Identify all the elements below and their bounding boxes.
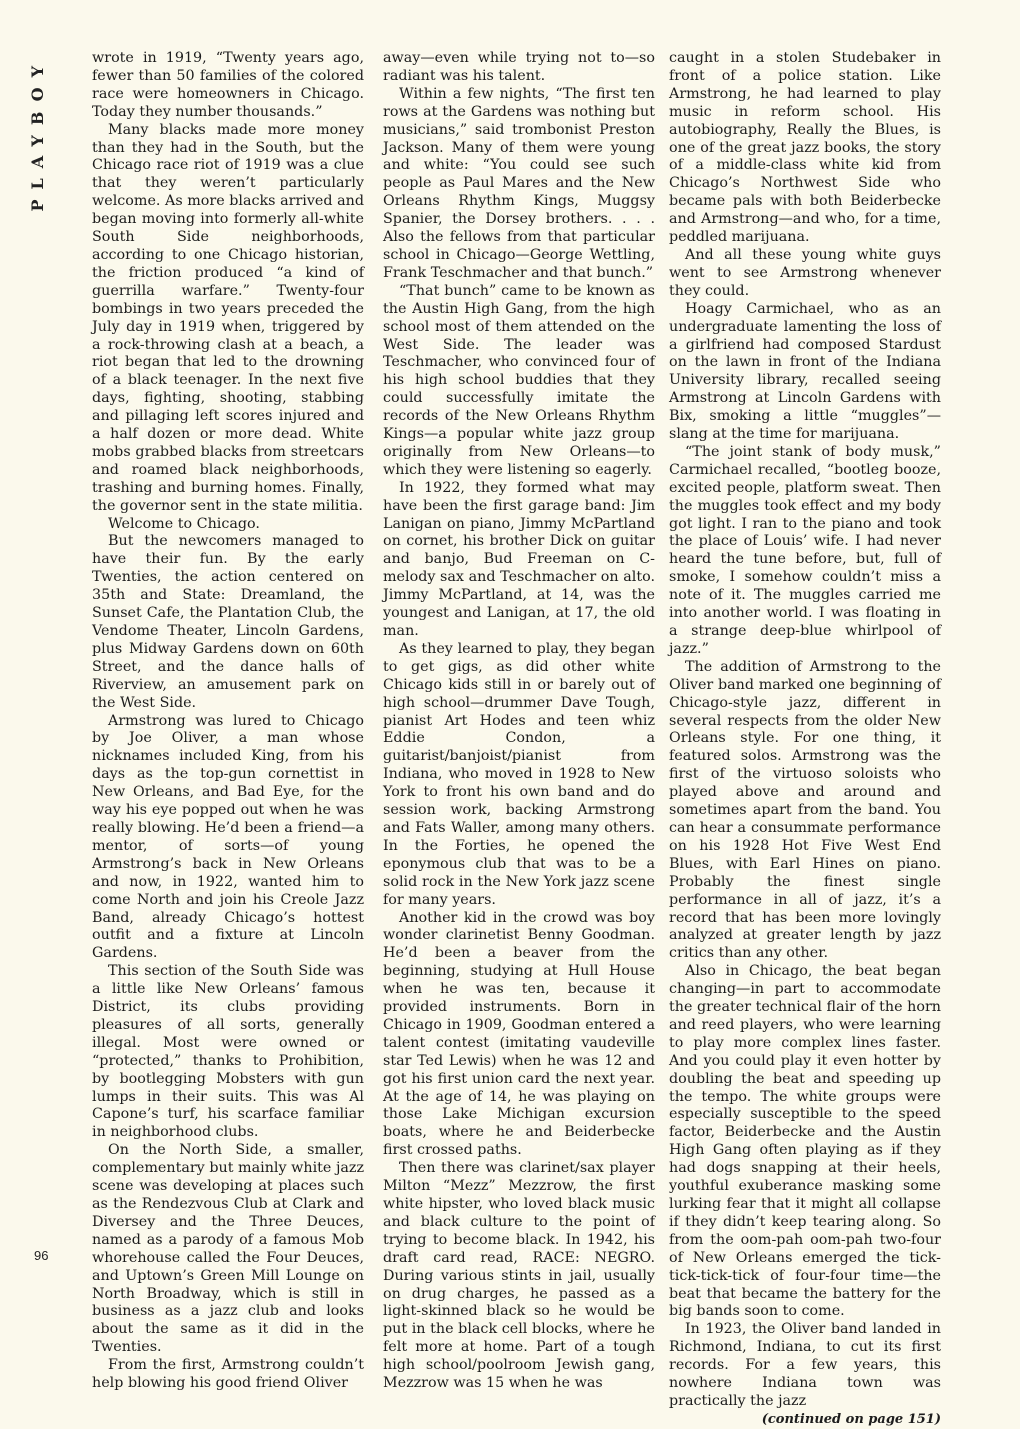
paragraph: away—even while trying not to—so radiant was his talent. [383,50,655,84]
paragraph: On the North Side, a smaller, complementary but mainly white jazz scene was developing at places such as the Rendezvous Club at Clark and Diversey and the Three Deuces, named as a parody of a famous Mob whorehouse called the Four Deuces, and Uptown’s Green Mill Lounge on North Broadway, which is still in business as a jazz club and looks about the same as it did in the Twenties. [92,1142,364,1356]
paragraph: Welcome to Chicago. [108,515,260,532]
paragraph: wrote in 1919, “Twenty years ago, fewer than 50 families of the colored race were homeowners in Chicago. Today they number thousands.” [92,50,364,120]
paragraph: And all these young white guys went to see Armstrong whenever they could. [669,246,941,299]
paragraph: This section of the South Side was a little like New Orleans’ famous District, its clubs providing pleasures of all sorts, generally illegal. Most were owned or “protected,” thanks to Prohibition, by bootlegging Mobsters with gun lumps in their suits. This was Al Capone’s turf, his scarface familiar in neighborhood clubs. [92,963,364,1141]
paragraph: Then there was clarinet/sax player Milton “Mezz” Mezzrow, the first white hipster, who loved black music and black culture to the point of trying to become black. In 1942, his draft card read, RACE: NEGRO. During various stints in jail, usually on drug charges, he passed as a light-skinned black so he would be put in the black cell blocks, where he felt more at home. Part of a tough high school/poolroom Jewish gang, Mezzrow was 15 when he was [383,1160,655,1392]
paragraph: Another kid in the crowd was boy wonder clarinetist Benny Goodman. He’d been a beaver from the beginning, studying at Hull House when he was ten, because it provided instruments. Born in Chicago in 1909, Goodman entered a talent contest (imitating vaudeville star Ted Lewis) when he was 12 and got his first union card the next year. At the age of 14, he was playing on those Lake Michigan excursion boats, where he and Beiderbecke first crossed paths. [383,909,655,1159]
paragraph: “The joint stank of body musk,” Carmichael recalled, “bootleg booze, excited people, platform sweat. Then the muggles took effect and my body got light. I ran to the piano and took the place of Louis’ wife. I had never heard the tune before, but, full of smoke, I somehow couldn’t miss a note of it. The muggles carried me into another world. I was floating in a strange deep-blue whirlpool of jazz.” [669,443,941,657]
paragraph: Many blacks made more money than they had in the South, but the Chicago race riot of 1919 was a clue that they weren’t particularly welcome. As more blacks arrived and began moving into formerly all-white South Side neighborhoods, according to one Chicago historian, the friction produced “a kind of guerrilla warfare.” Twenty-four bombings in two years preceded the July day in 1919 when, triggered by a rock-throwing clash at a beach, a riot began that led to the drowning of a black teenager. In the next five days, fighting, shooting, stabbing and pillaging left scores injured and a half dozen or more dead. White mobs grabbed blacks from streetcars and roamed black neighborhoods, trashing and burning homes. Finally, the governor sent in the state militia. [92,121,364,514]
paragraph: caught in a stolen Studebaker in front of a police station. Like Armstrong, he had learned to play music in reform school. His autobiography, Really the Blues, is one of the great jazz books, the story of a middle-class white kid from Chicago’s Northwest Side who became pals with both Beiderbecke and Armstrong—and who, for a time, peddled marijuana. [669,50,941,246]
paragraph: “That bunch” came to be known as the Austin High Gang, from the high school most of them attended on the West Side. The leader was Teschmacher, who convinced four of his high school buddies that they could successfully imitate the records of the New Orleans Rhythm Kings—a popular white jazz group originally from New Orleans—to which they were listening so eagerly. [383,282,655,478]
paragraph: Within a few nights, “The first ten rows at the Gardens was nothing but musicians,” said trombonist Preston Jackson. Many of them were young and white: “You could see such people as Paul Mares and the New Orleans Rhythm Kings, Muggsy Spanier, the Dorsey brothers. . . . Also the fellows from that particular school in Chicago—George Wettling, Frank Teschmacher and that bunch.” [383,85,655,281]
article-column-3 [669,50,941,1429]
article-column-1 [92,50,364,1393]
paragraph: In 1923, the Oliver band landed in Richmond, Indiana, to cut its first records. For a few years, this nowhere Indiana town was practically the jazz [669,1321,941,1409]
paragraph: From the first, Armstrong couldn’t help blowing his good friend Oliver [92,1357,364,1392]
paragraph: As they learned to play, they began to get gigs, as did other white Chicago kids still in or barely out of high school—drummer Dave Tough, pianist Art Hodes and teen whiz Eddie Condon, a guitarist/banjoist/pianist from Indiana, who moved in 1928 to New York to front his own band and do session work, backing Armstrong and Fats Waller, among many others. In the Forties, he opened the eponymous club that was to be a solid rock in the New York jazz scene for many years. [383,640,655,908]
paragraph: Hoagy Carmichael, who as an undergraduate lamenting the loss of a girlfriend had composed Stardust on the lawn in front of the Indiana University library, recalled seeing Armstrong at Lincoln Gardens with Bix, smoking a little “muggles”—slang at the time for marijuana. [669,300,941,443]
magazine-masthead: PLAYBOY [28,56,47,212]
paragraph: The addition of Armstrong to the Oliver band marked one beginning of Chicago-style jazz, different in several respects from the older New Orleans style. For one thing, it featured solos. Armstrong was the first of the virtuoso soloists who played above and around and sometimes apart from the band. You can hear a consummate performance on his 1928 Hot Five West End Blues, with Earl Hines on piano. Probably the finest single performance in all of jazz, it’s a record that has been more lovingly analyzed at greater length by jazz critics than any other. [669,658,941,962]
page-number: 96 [34,1248,49,1263]
paragraph: But the newcomers managed to have their fun. By the early Twenties, the action centered on 35th and State: Dreamland, the Sunset Cafe, the Plantation Club, the Vendome Theater, Lincoln Gardens, plus Midway Gardens down on 60th Street, and the dance halls of Riverview, an amusement park on the West Side. [92,533,364,711]
continued-note: (continued on page 151) [761,1411,941,1427]
paragraph: Also in Chicago, the beat began changing—in part to accommodate the greater technical flair of the horn and reed players, who were learning to play more complex lines faster. And you could play it even hotter by doubling the beat and speeding up the tempo. The white groups were especially susceptible to the speed factor, Beiderbecke and the Austin High Gang often playing as if they had dogs snapping at their heels, youthful exuberance masking some lurking fear that it might all collapse if they didn’t keep tearing along. So from the oom-pah oom-pah two-four of New Orleans emerged the tick-tick-tick-tick of four-four time—the beat that became the battery for the big bands soon to come. [669,963,941,1320]
paragraph: In 1922, they formed what may have been the first garage band: Jim Lanigan on piano, Jimmy McPartland on cornet, his brother Dick on guitar and banjo, Bud Freeman on C-melody sax and Teschmacher on alto. Jimmy McPartland, at 14, was the youngest and Lanigan, at 17, the old man. [383,479,655,639]
article-column-2 [383,50,655,1393]
paragraph: Armstrong was lured to Chicago by Joe Oliver, a man whose nicknames included King, from his days as the top-gun cornettist in New Orleans, and Bad Eye, for the way his eye popped out when he was really blowing. He’d been a friend—a mentor, of sorts—of young Armstrong’s back in New Orleans and now, in 1922, wanted him to come North and join his Creole Jazz Band, already Chicago’s hottest outfit and a fixture at Lincoln Gardens. [92,712,364,962]
